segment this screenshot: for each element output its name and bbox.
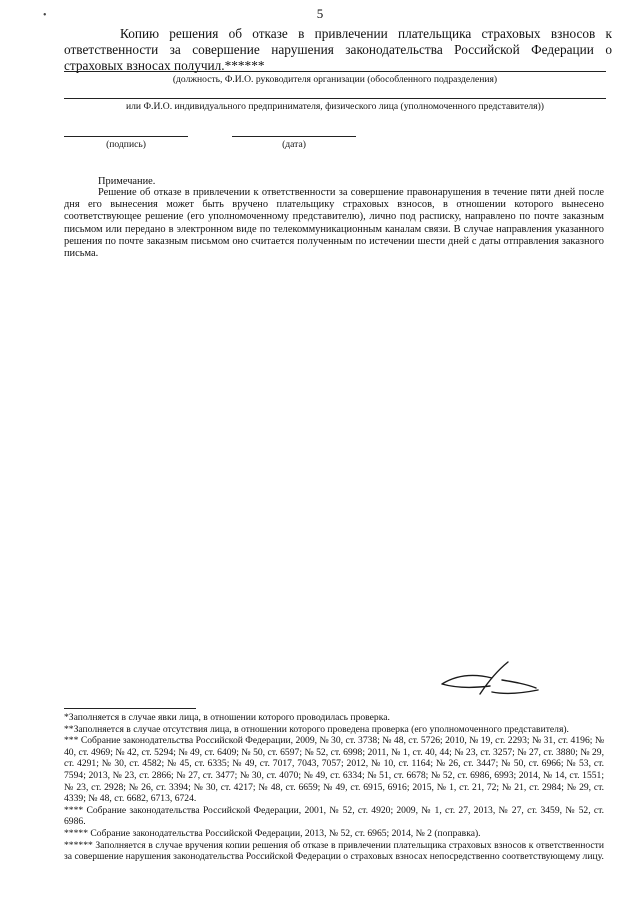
note-body: Решение об отказе в привлечении к ответственности за совершение правонарушения в течение пяти дней после дня его вынесения может быть вручено плательщику страховых взносов, в отношении которого вынесено соответствующее решение (его уполномоченному представителю), лично под расписку, направлено по почте заказным письмом или передано в электронном виде по телекоммуникационным каналам связи. В случае направления указанного решения по почте заказным письмом оно считается полученным по истечении шести дней с даты отправления заказного письма. — [64, 187, 604, 260]
signature-line — [64, 136, 188, 137]
note-heading: Примечание. — [98, 176, 156, 187]
person-line — [64, 98, 606, 99]
title-text: Копию решения об отказе в привлечении плательщика страховых взносов к ответственности за совершение нарушения законодательства Российской Федерации о страховых взносах получил.****** — [64, 26, 612, 73]
person-caption: или Ф.И.О. индивидуального предпринимателя, физического лица (уполномоченного представителя)) — [126, 101, 544, 112]
footnote-3: *** Собрание законодательства Российской Федерации, 2009, № 30, ст. 3738; № 48, ст. 5726; 2010, № 19, ст. 2293; № 31, ст. 4196; № 40, ст. 4969; № 42, ст. 5294; № 49, ст. 6409; № 50, ст. 6597; № 52, ст. 6998; 2011, № 1, ст. 40, 44; № 23, ст. 3257; № 27, ст. 3880; № 29, ст. 4291; № 30, ст. 4582; № 45, ст. 6335; № 49, ст. 7017, 7043, 7057; 2012, № 10, ст. 1164; № 26, ст. 3447; № 50, ст. 6966; № 53, ст. 7594; 2013, № 23, ст. 2866; № 27, ст. 3477; № 30, ст. 4070; № 49, ст. 6334; № 51, ст. 6678; № 52, ст. 6986, 6993; 2014, № 14, ст. 1551; № 23, ст. 2928; № 26, ст. 3394; № 30, ст. 4217; № 48, ст. 6659; № 49, ст. 6915, 6916; 2015, № 1, ст. 21, 72; № 21, ст. 2984; № 29, ст. 4339; № 48, ст. 6682, 6713, 6724. — [64, 735, 604, 805]
document-title — [64, 26, 612, 74]
footnote-6: ****** Заполняется в случае вручения копии решения об отказе в привлечении плательщика страховых взносов к ответственности за совершение нарушения законодательства Российской Федерации о страховых взносах непосредственно соответствующему лицу. — [64, 839, 604, 863]
signature-caption: (подпись) — [106, 139, 146, 150]
date-line — [232, 136, 356, 137]
margin-tick: • — [43, 10, 47, 21]
footnote-1: *Заполняется в случае явки лица, в отношении которого проводилась проверка. — [64, 712, 390, 723]
head-caption: (должность, Ф.И.О. руководителя организации (обособленного подразделения) — [172, 74, 498, 85]
footnote-divider — [64, 708, 196, 709]
date-caption: (дата) — [282, 139, 306, 150]
head-line — [64, 71, 606, 72]
footnote-2: **Заполняется в случае отсутствия лица, в отношении которого проведена проверка (его уполномоченного представителя). — [64, 723, 569, 735]
footnotes — [64, 712, 604, 863]
footnote-4: **** Собрание законодательства Российской Федерации, 2001, № 52, ст. 4920; 2009, № 1, ст. 27, 2013, № 27, ст. 3459, № 52, ст. 6986. — [64, 804, 604, 828]
page-number: 5 — [316, 6, 324, 21]
handwritten-signature — [436, 660, 548, 704]
footnote-5: ***** Собрание законодательства Российской Федерации, 2013, № 52, ст. 6965; 2014, № 2 (поправка). — [64, 827, 481, 839]
